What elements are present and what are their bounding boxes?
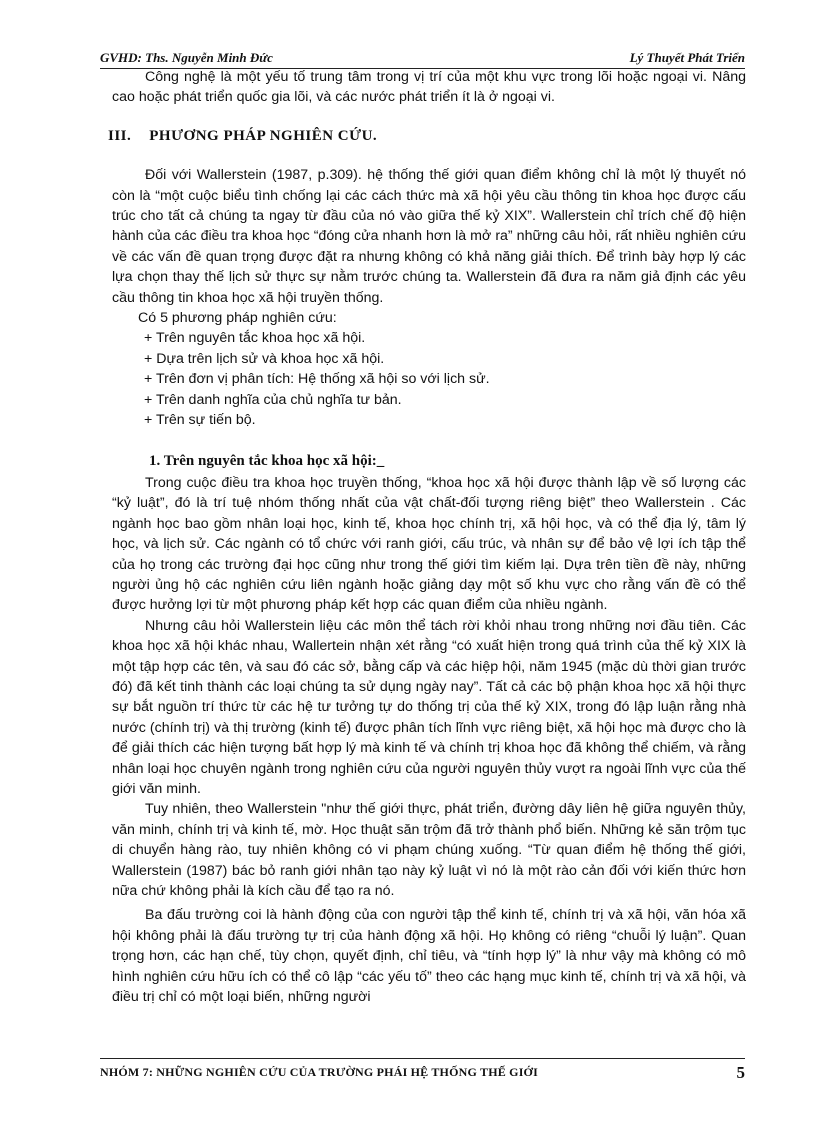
subsection-heading: 1. Trên nguyên tắc khoa học xã hội:_ <box>149 452 385 469</box>
list-item: + Trên đơn vị phân tích: Hệ thống xã hội so với lịch sử. <box>144 371 490 388</box>
methods-list <box>112 328 746 430</box>
methods-intro: Có 5 phương pháp nghiên cứu: <box>138 310 337 327</box>
body-paragraph: Nhưng câu hỏi Wallerstein liệu các môn thể tách rời khỏi nhau trong những nơi đầu tiên. Các khoa học xã hội khác nhau, Wallertein nhận xét rằng “có xuất hiện trong quá trình của thế kỷ XIX là một tập hợp các tên, và sau đó các sở, bằng cấp và các hiệp hội, năm 1945 (mặc dù thời gian trước đó) đã kết tinh thành các loại chúng ta sử dụng ngày nay”. Tất cả các bộ phận khoa học xã hội thực sự bắt nguồn trí thức từ các hệ tư tưởng tự do thống trị của thế kỷ XIX, trong đó lập luận rằng nhà nước (chính trị) và thị trường (kinh tế) được phân tích lĩnh vực riêng biệt, xã hội học mà được cho là để giải thích các hiện tượng bất hợp lý mà kinh tế và chính trị khoa học đã không thể chiếm, và rằng nhân loại học chuyên ngành trong nghiên cứu của người nguyên thủy vượt ra ngoài lĩnh vực của thế giới văn minh. <box>112 617 746 797</box>
page-footer <box>100 1058 745 1085</box>
list-item: + Trên sự tiến bộ. <box>144 412 256 429</box>
page-number: 5 <box>736 1063 745 1082</box>
header-instructor: GVHD: Ths. Nguyễn Minh Đức <box>100 50 273 65</box>
body-paragraph: Trong cuộc điều tra khoa học truyền thống, “khoa học xã hội được thành lập về số lượng các “kỷ luật”, đó là trí tuệ nhóm thống nhất của vật chất-đối tượng riêng biệt” theo Wallerstein . Các ngành học bao gồm nhân loại học, kinh tế, khoa học chính trị, xã hội học, và có thể địa lý, tâm lý học, và lịch sử. Các ngành có tổ chức với ranh giới, cấu trúc, và nhân sự để bảo vệ lợi ích tập thể của họ trong các trường đại học cũng như trong thế giới tìm kiếm lại. Dựa trên tiền đề này, những người ủng hộ các nghiên cứu liên ngành hoặc giảng dạy một số khu vực cho rằng vấn đề có thể được hưởng lợi từ một phương pháp kết hợp các quan điểm của nhiều ngành. <box>112 474 746 614</box>
section-number: III. <box>108 127 132 144</box>
body-paragraph: Ba đấu trường coi là hành động của con người tập thể kinh tế, chính trị và xã hội, văn hóa xã hội không phải là đấu trường tự trị của hành động xã hội. Họ không có riêng “chuỗi lý luận”. Quan trọng hơn, các hạn chế, tùy chọn, quyết định, chỉ tiêu, và “tính hợp lý” là như vậy mà không có mô hình nghiên cứu hữu ích có thể cô lập “các yếu tố” theo các hạng mục kinh tế, chính trị và xã hội, và điều trị chỉ có một loại biến, những người <box>112 907 746 1006</box>
section-title: PHƯƠNG PHÁP NGHIÊN CỨU. <box>149 127 378 144</box>
intro-paragraph: Công nghệ là một yếu tố trung tâm trong vị trí của một khu vực trong lõi hoặc ngoại vi. Nâng cao hoặc phát triển quốc gia lõi, và các nước phát triển ít là ở ngoại vi. <box>112 69 746 106</box>
section-heading <box>108 126 746 146</box>
body-paragraph: Tuy nhiên, theo Wallerstein "như thế giới thực, phát triển, đường dây liên hệ giữa nguyên thủy, văn minh, chính trị và kinh tế, mờ. Học thuật săn trộm đã trở thành phổ biến. Những kẻ săn trộm tục di chuyển hàng rào, tuy nhiên không có vi phạm chúng xuống. “Từ quan điểm hệ thống thế giới, Wallerstein (1987) bác bỏ ranh giới nhân tạo này kỷ luật vì nó là một rào cản đối với kiến thức hơn nữa chứ không phải là kích cầu để tạo ra nó. <box>112 801 746 900</box>
header-course-title: Lý Thuyết Phát Triển <box>629 50 745 65</box>
list-item: + Trên nguyên tắc khoa học xã hội. <box>144 330 366 347</box>
footer-group-title: NHÓM 7: NHỮNG NGHIÊN CỨU CỦA TRƯỜNG PHÁI HỆ THỐNG THẾ GIỚI <box>100 1065 538 1079</box>
page-body <box>108 67 746 1007</box>
list-item: + Dựa trên lịch sử và khoa học xã hội. <box>144 350 385 367</box>
section-paragraph: Đối với Wallerstein (1987, p.309). hệ thống thế giới quan điểm không chỉ là một lý thuyết nó còn là “một cuộc biểu tình chống lại các cách thức mà xã hội yêu cầu thông tin khoa học được cấu trúc cho tất cả chúng ta ngay từ đầu của nó vào giữa thế kỷ XIX”. Wallerstein chỉ trích chế độ hiện hành của các điều tra khoa học “đóng cửa nhanh hơn là mở ra” những câu hỏi, rất nhiều nghiên cứu về các vấn đề quan trọng được đặt ra nhưng không có khả năng giải thích. Để trình bày hợp lý các lựa chọn thay thế lịch sử thực sự nằm trước chúng ta. Wallerstein đã đưa ra năm giả định các yêu cầu thông tin khoa học xã hội truyền thống. <box>112 167 746 306</box>
list-item: + Trên danh nghĩa của chủ nghĩa tư bản. <box>144 391 402 408</box>
